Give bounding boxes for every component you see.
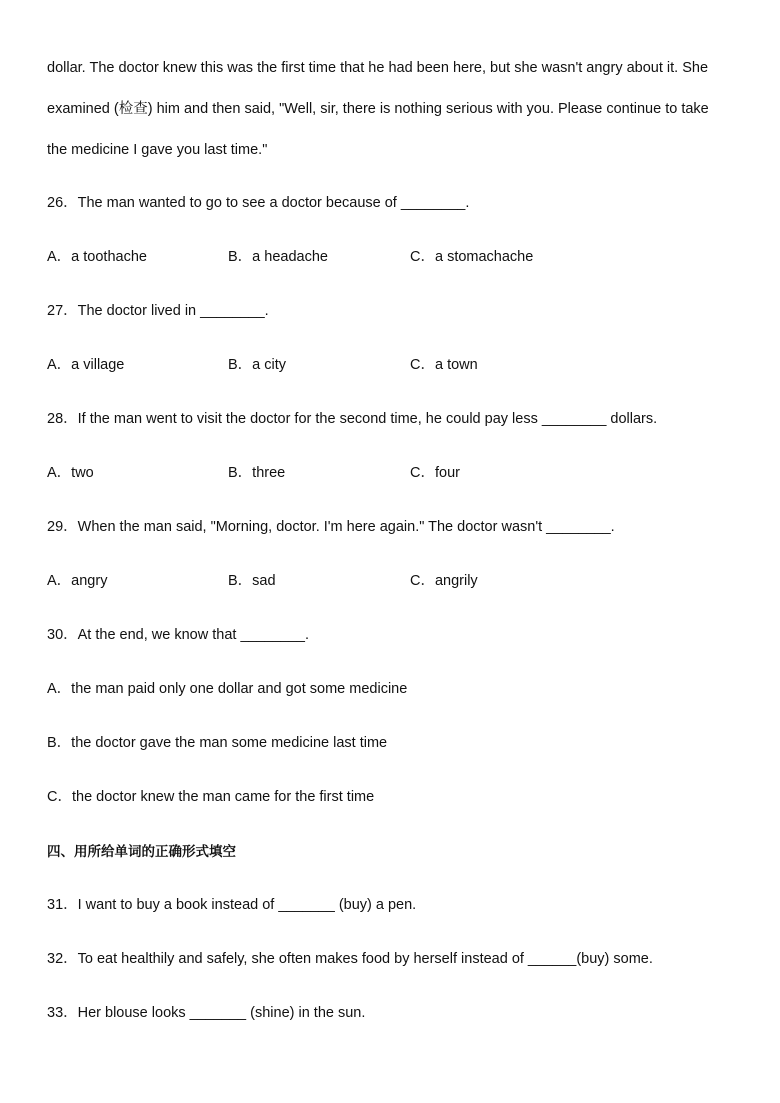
question-27-option-c: C．a town <box>410 357 478 373</box>
passage-line-1: dollar. The doctor knew this was the first time that he had been here, but she wasn't angry about it. She <box>47 60 709 76</box>
question-30-option-c: C．the doctor knew the man came for the first time <box>47 789 375 805</box>
passage-line-3: the medicine I gave you last time." <box>47 142 268 158</box>
question-29-option-c: C．angrily <box>410 573 478 589</box>
passage-line-2: examined (检查) him and then said, "Well, sir, there is nothing serious with you. Please continue to take <box>47 101 709 117</box>
question-26-option-b: B．a headache <box>228 249 328 265</box>
question-28-option-b: B．three <box>228 465 286 481</box>
question-26-option-c: C．a stomachache <box>410 249 534 265</box>
question-31: 31．I want to buy a book instead of _______ (buy) a pen. <box>47 897 417 913</box>
question-27-option-b: B．a city <box>228 357 287 373</box>
question-30-option-a: A．the man paid only one dollar and got some medicine <box>47 681 408 697</box>
question-33: 33．Her blouse looks _______ (shine) in the sun. <box>47 1005 366 1021</box>
question-27-stem: 27．The doctor lived in ________. <box>47 303 269 319</box>
question-32: 32．To eat healthily and safely, she often makes food by herself instead of ______(buy) some. <box>47 951 653 967</box>
question-27-option-a: A．a village <box>47 357 125 373</box>
question-29-stem: 29．When the man said, "Morning, doctor. I'm here again." The doctor wasn't ________. <box>47 519 615 535</box>
question-29-option-b: B．sad <box>228 573 276 589</box>
question-28-option-a: A．two <box>47 465 94 481</box>
question-30-option-b: B．the doctor gave the man some medicine last time <box>47 735 388 751</box>
question-28-stem: 28．If the man went to visit the doctor for the second time, he could pay less ________ dollars. <box>47 411 658 427</box>
question-26-stem: 26．The man wanted to go to see a doctor because of ________. <box>47 195 470 211</box>
question-30-stem: 30．At the end, we know that ________. <box>47 627 309 643</box>
question-26-option-a: A．a toothache <box>47 249 147 265</box>
question-29-option-a: A．angry <box>47 573 108 589</box>
question-28-option-c: C．four <box>410 465 460 481</box>
section-4-heading: 四、用所给单词的正确形式填空 <box>47 844 236 860</box>
